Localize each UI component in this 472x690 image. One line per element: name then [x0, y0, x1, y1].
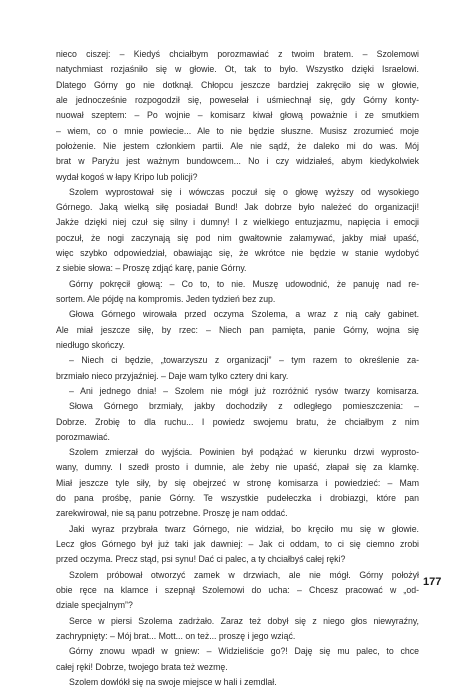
text-line: Szolem wyprostował się i wówczas poczuł się o głowę wyższy od wysokiego — [69, 186, 419, 197]
text-line: sortem. Ale pójdę na kompromis. Jeden tydzień bez zup. — [56, 294, 276, 304]
text-line: natychmiast rozjaśniło się w głowie. Ot, tak to było. Wszystko dzięki Israelowi. — [56, 64, 419, 75]
text-line: położenie. Nie jestem członkiem partii. Ale nie sądź, że daleko mi do was. Mój — [56, 140, 419, 151]
text-line: do pana prośbę, panie Górny. Te wszystkie pudełeczka i drobiazgi, które pan — [56, 493, 419, 504]
text-line: Jakże dzięki niej czuł się silny i dumny! I z wielkiego entuzjazmu, napięcia i emocji — [56, 217, 419, 228]
text-line: Serce w piersi Szolema zadrżało. Zaraz też dobył się z niego głos niewyraźny, — [69, 615, 419, 626]
text-line: Lecz głos Górnego był już taki jak dawniej: – Jak ci oddam, to ci się ciemno zrobi — [56, 539, 419, 549]
text-line: przed oczyma. Precz stąd, psi synu! Dać ci palec, a ty chciałbyś całej ręki? — [56, 554, 346, 565]
text-line: Słowa Górnego brzmiały, jakby dochodziły z odległego pomieszczenia: – — [69, 401, 419, 412]
text-line: Jaki wyraz przybrała twarz Górnego, nie widział, bo kręciło mu się w głowie. — [69, 523, 419, 534]
page-number: 177 — [423, 576, 442, 588]
text-line: Górnego. Jaką wielką siłę posiadał Bund! Jak dobrze było należeć do organizacji! — [56, 202, 419, 213]
text-line: Ale miał jeszcze siłę, by rzec: – Niech pan pamięta, panie Górny, wojna się — [56, 324, 419, 335]
text-line: Szolem zmierzał do wyjścia. Powinien był podążać w kierunku drzwi wyprosto- — [69, 447, 419, 458]
text-line: Górny pokręcił głową: – Co to, to nie. Muszę udowodnić, że panuję nad re- — [69, 278, 419, 289]
text-line: Szolem próbował otworzyć zamek w drzwiach, ale nie mógł. Górny położył — [69, 569, 419, 580]
text-line: nuował szeptem: – Po wojnie – komisarz kiwał głową poważnie i ze smutkiem — [56, 110, 419, 121]
text-line: obie ręce na klamce i szepnął Szolemowi do ucha: – Chcesz pracować w „od- — [56, 584, 419, 595]
text-line: Dobrze. Zrobię to dla ruchu... I powiedz swojemu bratu, że chciałbym z nim — [56, 416, 419, 427]
text-line: nieco ciszej: – Kiedyś chciałbym porozmawiać z twoim bratem. – Szolemowi — [56, 49, 419, 59]
text-line: – wiem, co o mnie powiecie... Ale to nie będzie słuszne. Musisz zrozumieć moje — [56, 125, 419, 136]
text-line: Dlatego Górny go nie dotknął. Chłopcu jeszcze bardziej zakręciło się w głowie, — [56, 79, 419, 90]
text-line: zachrypnięty: – Mój brat... Mott... on też... proszę i jego wziąć. — [56, 630, 296, 641]
text-line: niedługo skończy. — [56, 339, 125, 350]
text-line: brzmiało nieco przyjaźniej. – Daje wam tylko cztery dni kary. — [56, 370, 289, 381]
body-text — [56, 47, 419, 690]
text-line: Szolem dowlókł się na swoje miejsce w hali i zemdlał. — [69, 676, 277, 687]
text-line: porozmawiać. — [56, 431, 110, 442]
text-line: wany, dumny. I szedł prosto i dumnie, ale żeby nie upaść, złapał się za klamkę. — [56, 462, 419, 473]
text-line: ale jednocześnie rozpogodził się, powesełał i uśmiechnął się, gdy Górny konty- — [56, 94, 419, 105]
text-line: z siebie słowa: – Proszę zdjąć karę, panie Górny. — [56, 263, 247, 274]
text-line: – Niech ci będzie, „towarzyszu z organizacji” – tym razem to określenie za- — [69, 355, 419, 366]
text-line: brat w Paryżu jest ważnym bundowcem... No i czy widziałeś, abym kiedykolwiek — [56, 156, 419, 167]
text-line: więc szybko odpowiedział, obawiając się, że wkrótce nie będzie w stanie wydobyć — [56, 248, 419, 259]
text-line: Górny znowu wpadł w gniew: – Widzieliście go?! Daję się mu palec, to chce — [69, 646, 419, 657]
text-line: – Ani jednego dnia! – Szolem nie mógł już rozróżnić rysów twarzy komisarza. — [69, 385, 419, 396]
text-line: wydał kogoś w łapy Kripo lub policji? — [56, 171, 198, 182]
text-line: Głowa Górnego wirowała przed oczyma Szolema, a wraz z nią cały gabinet. — [69, 309, 419, 320]
text-line: poczuł, że nogi zaczynają się pod nim gwałtownie załamywać, jakby miał upaść, — [56, 232, 419, 243]
text-line: Miał jeszcze tyle siły, by się obejrzeć w stronę komisarza i powiedzieć: – Mam — [56, 477, 419, 488]
text-line: zarekwirował, nie są panu potrzebne. Proszę je nam oddać. — [56, 508, 288, 519]
text-line: dziale specjalnym”? — [56, 600, 133, 611]
text-line: całej ręki! Dobrze, twojego brata też wezmę. — [56, 661, 228, 672]
